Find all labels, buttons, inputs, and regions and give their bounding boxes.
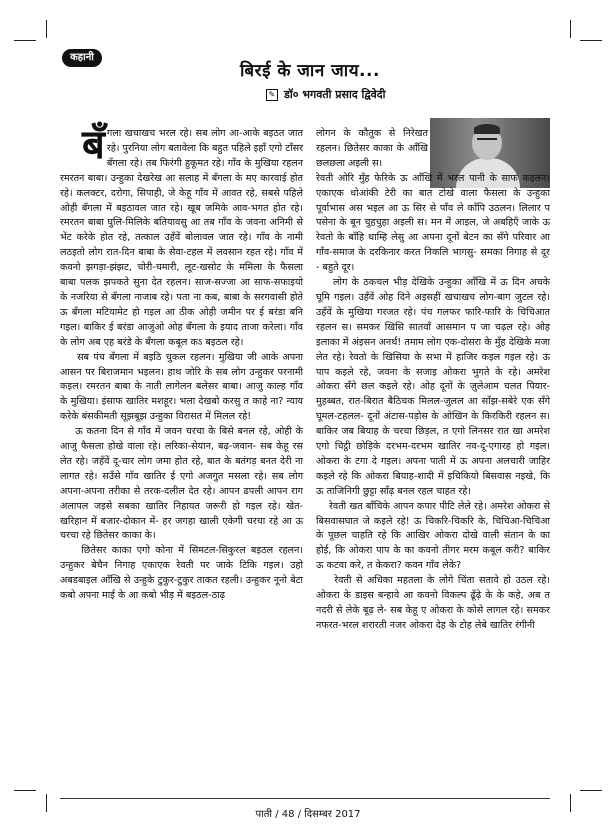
page-footer: पाती / 48 / दिसम्बर 2017 xyxy=(255,809,361,820)
footer-rule xyxy=(60,798,550,799)
paragraph-text: लोग के ठकचल भीड़ देखिके उन्हुका आँखि में ऊ दिन अचके घूमि गइल। उहँवें ओह दिने अइसहीं खचाखच लोग-बाग जुटल रहे। उहँवें के मुखिया गरजत रहे। पंच गलफर फारि-फारि के चिचिआत रहलन स। समकर खिसि सातवाँ आसमान प जा चढ़ल रहे। ओह इलाका में अंइसन अनर्थ! तमाम लोग एक-दोसरा के मुँह देखिके मजा लेत रहे। रेवतो के खिसिया के सभा में हाजिर कइल गइल रहे। ऊ पाप कइले रहे, जवना के सजाइ ओकरा भुगते के रहे। अमरेश ओकरा सँगे छल कइले रहे। ओह दूनों के ज़ुलेआम चलत पियार-मुहब्बत, रात-बिरात बैठिचक मिलल-जुलल आ साँझ-सबेरे एक सँगे घूमल-टहलल- दूनों अंटास-पड़ोस के ओखिन के किरकिरी रहलन स। बाकिर जब बियाह के चरचा छिड़ल, त एगो लिनसर रात खा अमरेश एगो चिट्ठी छोड़िके दरभम-दरभम खातिर नव-दू-एगारह हो गइल। ओकरा के टगा दे गइल। अपना पाती में ऊ अपना अलचारी जाहिर कइले रहे कि ओकरा बियाह-शादी में इचिकियो बिसवास नइखे, कि ऊ ताजिनिगी छुट्टा साँढ़ बनल रहल चाहत रहे। xyxy=(316,277,550,497)
right-column xyxy=(316,127,550,634)
paragraph-text: रेवती से अधिका महतला के लोगे चिंता सतावे हो उठल रहे। ओकरा के डाइस बन्हावे आ कवनो विकल्प ढूँढ़े के के कहे, अब त नदरी से लेके बूढ़ ले- सब केहू ए ओकरा के कोसे लागल रहे। समकर नफरत-भरल शरारती नजर ओकरा देह के टोह लेबे खातिर रंगीनी xyxy=(316,575,550,631)
paragraph xyxy=(60,122,303,351)
crop-mark xyxy=(580,790,602,791)
paragraph xyxy=(60,351,303,426)
pen-icon: ✎ xyxy=(266,89,278,101)
crop-mark xyxy=(14,790,36,791)
crop-mark xyxy=(46,20,47,38)
paragraph-text: रेवती खत बाँचिके आपन कपार पीटि लेले रहे। अमरेश ओकरा से बिसवासघात जे कइले रहे! ऊ चिकरि-चिकरि के, चिचिआ-चिचिआ के पूछल चाहति रहे कि आखिर ओकरा दोखे वाली संतान के का होई, कि ओकरा पाप के का कवनो तीगर मरम कबूल करी? बाकिर ऊ कटवा करे, त केकरा? कवन गाँव लेके? xyxy=(316,500,550,572)
page-title: बिरई के जान जाय... xyxy=(240,61,380,81)
paragraph-text: सब पंच बँगला में बइठि चुकल रहलन। मुखिया जी आके अपना आसन पर बिराजमान भइलन। हाथ जोरि के सब लोग उन्हुकर परनामी कइल। रमरतन बाबा के नाती लागेलन बलेसर बाबा। आजु काल्ह गाँव के मुखिया। इंसाफ खातिर मशहूर। भला देखबो करसु त काहे ना? न्याय करेके बंसकीमती सूझबूझ उन्हुका विरासत में मिलल रहे! xyxy=(60,351,303,423)
author-line xyxy=(266,87,385,102)
crop-mark xyxy=(570,20,571,38)
paragraph: रेवती ओरि मुँह फेरिके ऊ आँखि में भरल पानी के साफ कइलन। एकाएक धोआंकी टेरी का बात टोखे वाला फैसला के उन्हुका पूर्वाभास अस भइल आ ऊ सिर से पाँव ले काँपि उठलन। लिलार प पसेना के बून चुहचुहा अइली स। मन में आइल, जे अबहिएँ जाके ऊ रेवतो के बाँहि थाम्हि लेसु आ अपना दूनों बेटन का सँगे परिवार आ गाँव-समाज के दरकिनार करत निकलि भागसु- समका निगाह से दूर - बहुते दूर। xyxy=(316,172,550,274)
paragraph-text: गला खचाखच भरल रहे। सब लोग आ-आके बइठत जात रहे। पुरनिया लोग बतावेला कि बहुत पहिले इहाँ एगो टाँसर बँगला रहे। तब फिरंगी हुकूमत रहे। गाँव के मुखिया रहलन रमरतन बाबा। उन्हुका देखरेख आ सलाह में बँगला के मए कारवाई होत रहे। कलक्टर, दरोगा, सिपाही, जे केहू गाँव में आवत रहे, सबसे पहिले ओही बँगला में बइठावल जात रहे। खूब जमिके आव-भगत होत रहे। रमरतन बाबा घुलि-मिलिके बतियावसु आ तब गाँव के जवना अनिमी से भेंट करेके होत रहे, तत्काल उहँवें बोलावल जात रहे। गाँव के नामी लठइतो लोग रात-दिन बाबा के सेवा-टहल में लवसान रहत रहे। गाँव में कवनो झगड़ा-झंझट, चोरी-चमारी, लूट-खसोट के ममिला के फैसला बाबा पलक झपकते सुना देत रहलन। साज-सज्जा आ साफ-सफाइयो के नजरिया से बँगला नाजाब रहे। पता ना कब, बाबा के सरगवासी होते ऊ बँगला मटियामेट हो गइल आ ठीक ओही जमीन पर ई बरंडा बनि गइल। बाकिर ई बरंडा आजुओ ओह बँगला के इयाद ताजा करेला। गाँव के लोग अब एह बरंडे के बँगला कबूल कऽ बइठल रहे। xyxy=(60,128,303,348)
paragraph xyxy=(316,500,550,575)
crop-mark xyxy=(14,40,36,41)
drop-cap: बँ xyxy=(82,122,105,168)
section-badge: कहानी xyxy=(62,49,102,67)
paragraph xyxy=(60,544,303,604)
paragraph xyxy=(316,574,550,634)
paragraph: लोगन के कौतुक से निरेखत रहलन। छितेसर काका के आँखि छलछला अइली स। xyxy=(316,128,428,169)
author-name: डॉ० भगवती प्रसाद द्विवेदी xyxy=(284,88,386,101)
paragraph xyxy=(60,425,303,544)
paragraph-text: छितेसर काका एगो कोना में सिमटल-सिकुरल बइठल रहलन। उन्हुकर बेचैन निगाह एकाएक रेवती पर जाके टिकि गइल। उहो अबडबाइल आँखि से उन्हुके टुकुर-टुकुर ताकत रहली। उन्हुकर नूनो बेटा कबो अपना माई के आ कबो भीड़ में बइठल-ठाढ़ xyxy=(60,545,303,602)
crop-mark xyxy=(580,40,602,41)
paragraph xyxy=(316,276,550,500)
left-column xyxy=(60,122,303,604)
paragraph-text: ऊ कतना दिन से गाँव में जवन चरचा के बिसे बनल रहे, ओही के आजु फैसला होखे वाला रहे। लरिका-सेयान, बढ़-जवान- सब केहू रस लेत रहे। जहँवें दू-चार लोग जमा होत रहे, बात के बतंगड़ बनत देरी ना लागत रहे। सउँसे गाँव खातिर ई एगो अजगुत मसला रहे। सब लोग अपना-अपना तरीका से तरक-दलील देत रहे। आपन ढपली आपन राग अलापल जइसे सबका खातिर निहायत जरूरी हो गइल रहे। खेत-खरिहान में बजार-दोकान में- हर जगहा खाली एकेगी चरचा रहे आ ऊ चरचा रहे छितेसर काका के। xyxy=(60,426,303,542)
